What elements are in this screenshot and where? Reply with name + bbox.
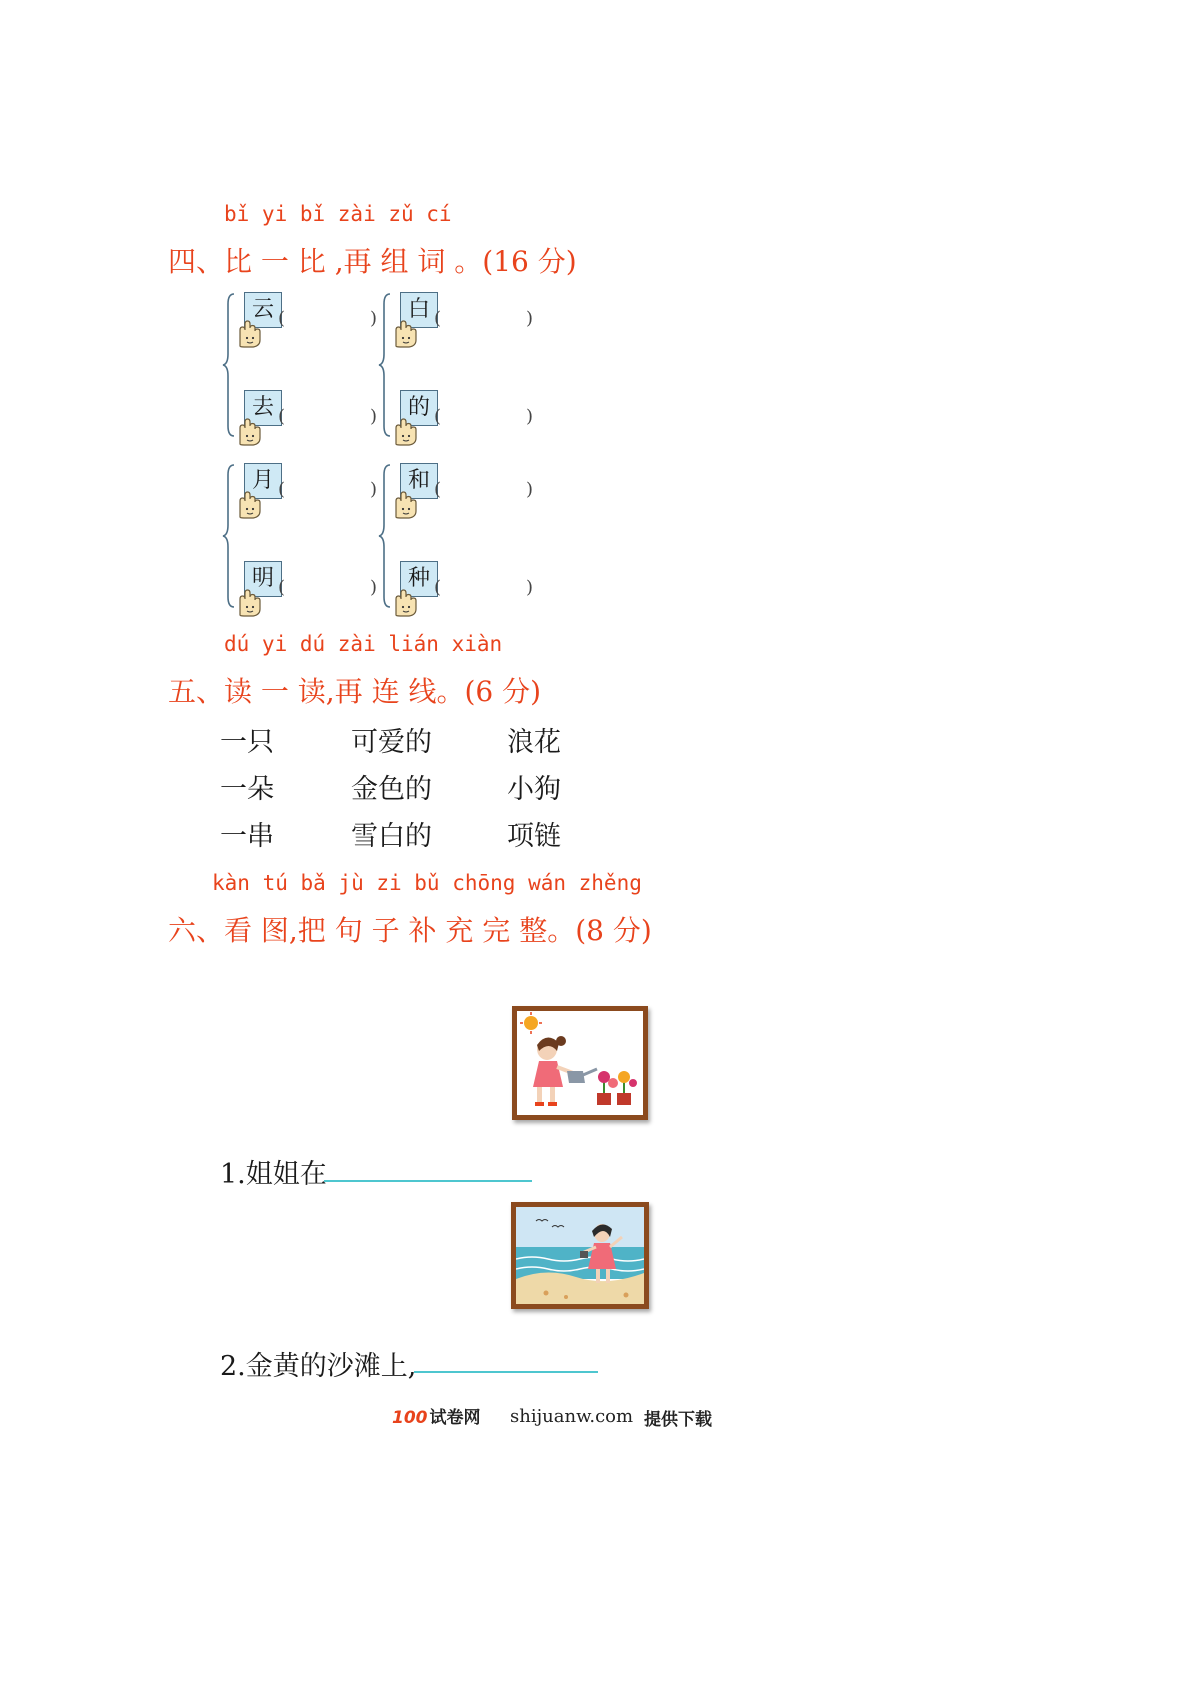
footer-site[interactable]: shijuanw.com <box>510 1406 634 1427</box>
match-col3-item: 项链 <box>507 821 561 852</box>
footer-provide: 提供下载 <box>644 1410 712 1430</box>
watering-picture <box>512 1006 648 1120</box>
close-paren: ) <box>526 406 534 427</box>
match-col1-item: 一只 <box>220 727 274 758</box>
close-paren: ) <box>526 308 534 329</box>
logo-text: 试卷网 <box>429 1408 481 1428</box>
match-col2-item: 雪白的 <box>351 821 432 852</box>
match-col2-item: 可爱的 <box>351 727 432 758</box>
open-paren: ( <box>278 577 286 598</box>
open-paren: ( <box>434 308 442 329</box>
logo-number: 100 <box>392 1408 428 1428</box>
char-row <box>390 559 560 617</box>
hand-icon <box>234 416 264 446</box>
compare-pair <box>222 461 382 611</box>
answer-line-1[interactable] <box>324 1180 532 1182</box>
open-paren: ( <box>278 479 286 500</box>
close-paren: ) <box>370 406 378 427</box>
close-paren: ) <box>370 577 378 598</box>
section4-heading: 四、比 一 比 ,再 组 词 。(16 分) <box>168 245 577 278</box>
match-col2-item: 金色的 <box>351 774 432 805</box>
open-paren: ( <box>278 406 286 427</box>
answer-line-2[interactable] <box>414 1371 598 1373</box>
hand-icon <box>390 489 420 519</box>
close-paren: ) <box>370 479 378 500</box>
compare-pair <box>378 461 538 611</box>
section4-pinyin: bǐ yi bǐ zài zǔ cí <box>224 202 452 226</box>
char-card: 和 <box>400 463 438 499</box>
match-col1-item: 一朵 <box>220 774 274 805</box>
hand-icon <box>390 318 420 348</box>
section5-pinyin: dú yi dú zài lián xiàn <box>224 632 503 656</box>
match-col3-item: 小狗 <box>507 774 561 805</box>
question-1: 1.姐姐在 <box>220 1159 327 1190</box>
section5-heading: 五、读 一 读,再 连 线。(6 分) <box>168 675 542 708</box>
char-card: 的 <box>400 390 438 426</box>
footer-logo <box>392 1403 481 1428</box>
char-card: 云 <box>244 292 282 328</box>
section6-pinyin: kàn tú bǎ jù zi bǔ chōng wán zhěng <box>212 871 642 895</box>
char-card: 明 <box>244 561 282 597</box>
char-card: 白 <box>400 292 438 328</box>
hand-icon <box>390 587 420 617</box>
char-row <box>390 290 560 348</box>
open-paren: ( <box>434 406 442 427</box>
compare-pair <box>378 290 538 440</box>
hand-icon <box>390 416 420 446</box>
match-col1-item: 一串 <box>220 821 274 852</box>
close-paren: ) <box>526 479 534 500</box>
char-card: 月 <box>244 463 282 499</box>
close-paren: ) <box>370 308 378 329</box>
question-2: 2.金黄的沙滩上, <box>220 1351 417 1382</box>
open-paren: ( <box>434 577 442 598</box>
compare-pair <box>222 290 382 440</box>
hand-icon <box>234 489 264 519</box>
beach-picture <box>511 1202 649 1309</box>
char-card: 种 <box>400 561 438 597</box>
section6-heading: 六、看 图,把 句 子 补 充 完 整。(8 分) <box>168 914 652 947</box>
hand-icon <box>234 318 264 348</box>
char-row <box>390 388 560 446</box>
open-paren: ( <box>278 308 286 329</box>
match-col3-item: 浪花 <box>507 727 561 758</box>
close-paren: ) <box>526 577 534 598</box>
hand-icon <box>234 587 264 617</box>
char-row <box>390 461 560 519</box>
open-paren: ( <box>434 479 442 500</box>
char-card: 去 <box>244 390 282 426</box>
